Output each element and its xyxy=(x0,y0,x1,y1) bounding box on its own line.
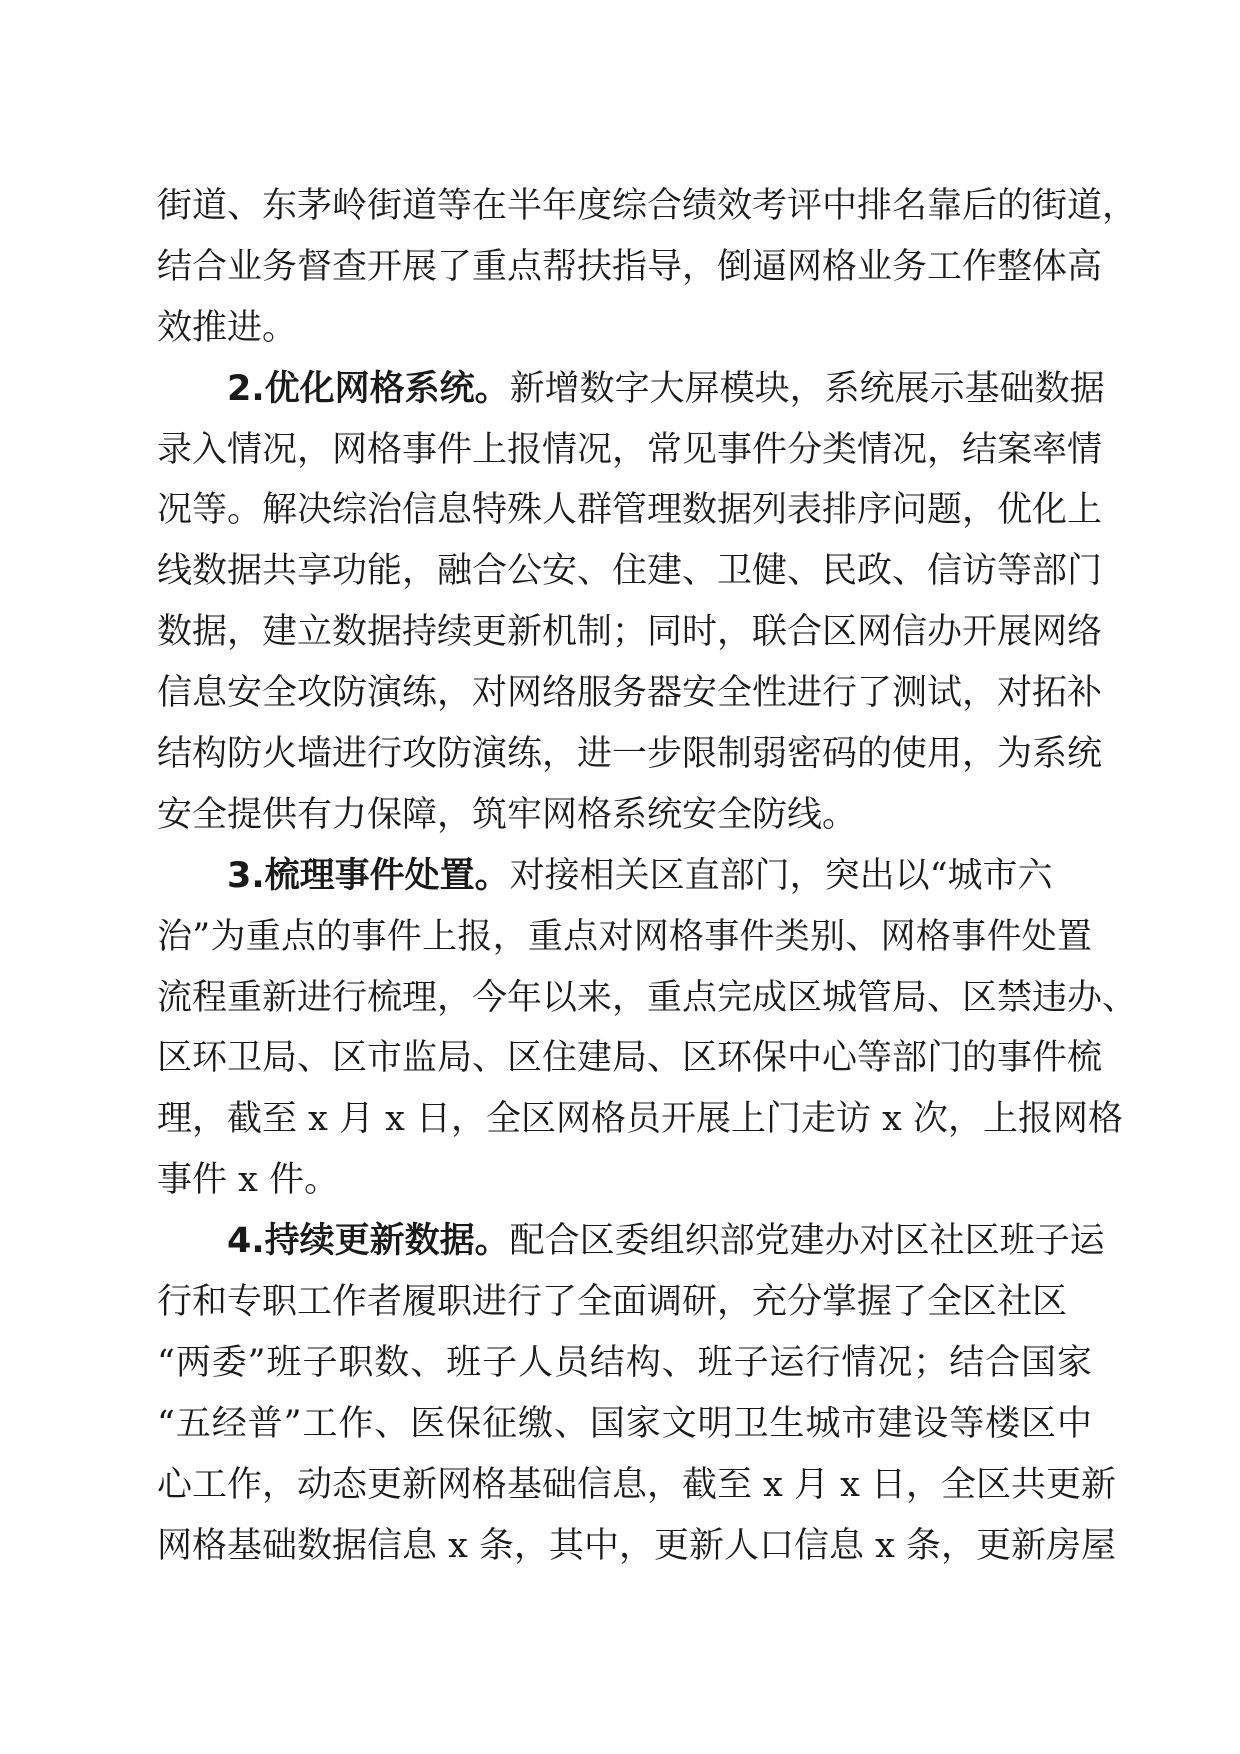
text-line: 结合业务督查开展了重点帮扶指导，倒逼网格业务工作整体高 xyxy=(157,246,1103,287)
section-heading: 4.持续更新数据。 xyxy=(227,1221,510,1262)
paragraph-first-line xyxy=(157,359,1105,420)
text-line: 线数据共享功能，融合公安、住建、卫健、民政、信访等部门 xyxy=(157,551,1103,592)
text-line: 行和专职工作者履职进行了全面调研，充分掌握了全区社区 xyxy=(157,1282,1068,1323)
text-line: 街道、东茅岭街道等在半年度综合绩效考评中排名靠后的街道， xyxy=(157,186,1138,226)
text-line: 结构防火墙进行攻防演练，进一步限制弱密码的使用，为系统 xyxy=(157,734,1103,775)
text-line: 理，截至 x 月 x 日，全区网格员开展上门走访 x 次，上报网格 xyxy=(157,1099,1123,1140)
text-line: 治”为重点的事件上报，重点对网格事件类别、网格事件处置 xyxy=(157,916,1092,957)
text-line: 流程重新进行梳理，今年以来，重点完成区城管局、区禁违办、 xyxy=(157,977,1138,1018)
paragraph-first-line xyxy=(157,1211,1105,1272)
text-run: 配合区委组织部党建办对区社区班子运 xyxy=(509,1221,1105,1262)
text-line: 效推进。 xyxy=(157,307,298,348)
text-line: 区环卫局、区市监局、区住建局、区环保中心等部门的事件梳 xyxy=(157,1038,1103,1079)
text-line: 录入情况，网格事件上报情况，常见事件分类情况，结案率情 xyxy=(157,429,1103,470)
document-body xyxy=(157,176,1138,1576)
paragraph-first-line xyxy=(157,846,1092,907)
text-run: 对接相关区直部门，突出以“城市六 xyxy=(509,855,1053,896)
text-line: “五经普”工作、医保征缴、国家文明卫生城市建设等楼区中 xyxy=(157,1403,1092,1444)
text-line: 安全提供有力保障，筑牢网格系统安全防线。 xyxy=(157,794,858,835)
section-heading: 3.梳理事件处置。 xyxy=(227,855,510,896)
text-line: 况等。解决综治信息特殊人群管理数据列表排序问题，优化上 xyxy=(157,490,1103,531)
text-line: 数据，建立数据持续更新机制；同时，联合区网信办开展网络 xyxy=(157,612,1103,653)
text-line: 事件 x 件。 xyxy=(157,1160,339,1201)
text-line: 心工作，动态更新网格基础信息，截至 x 月 x 日，全区共更新 xyxy=(157,1464,1116,1505)
text-line: 网格基础数据信息 x 条，其中，更新人口信息 x 条，更新房屋 xyxy=(157,1525,1116,1566)
text-run: 新增数字大屏模块，系统展示基础数据 xyxy=(509,368,1105,409)
text-line: 信息安全攻防演练，对网络服务器安全性进行了测试，对拓补 xyxy=(157,673,1103,714)
text-line: “两委”班子职数、班子人员结构、班子运行情况；结合国家 xyxy=(157,1342,1092,1383)
section-heading: 2.优化网格系统。 xyxy=(227,368,510,409)
